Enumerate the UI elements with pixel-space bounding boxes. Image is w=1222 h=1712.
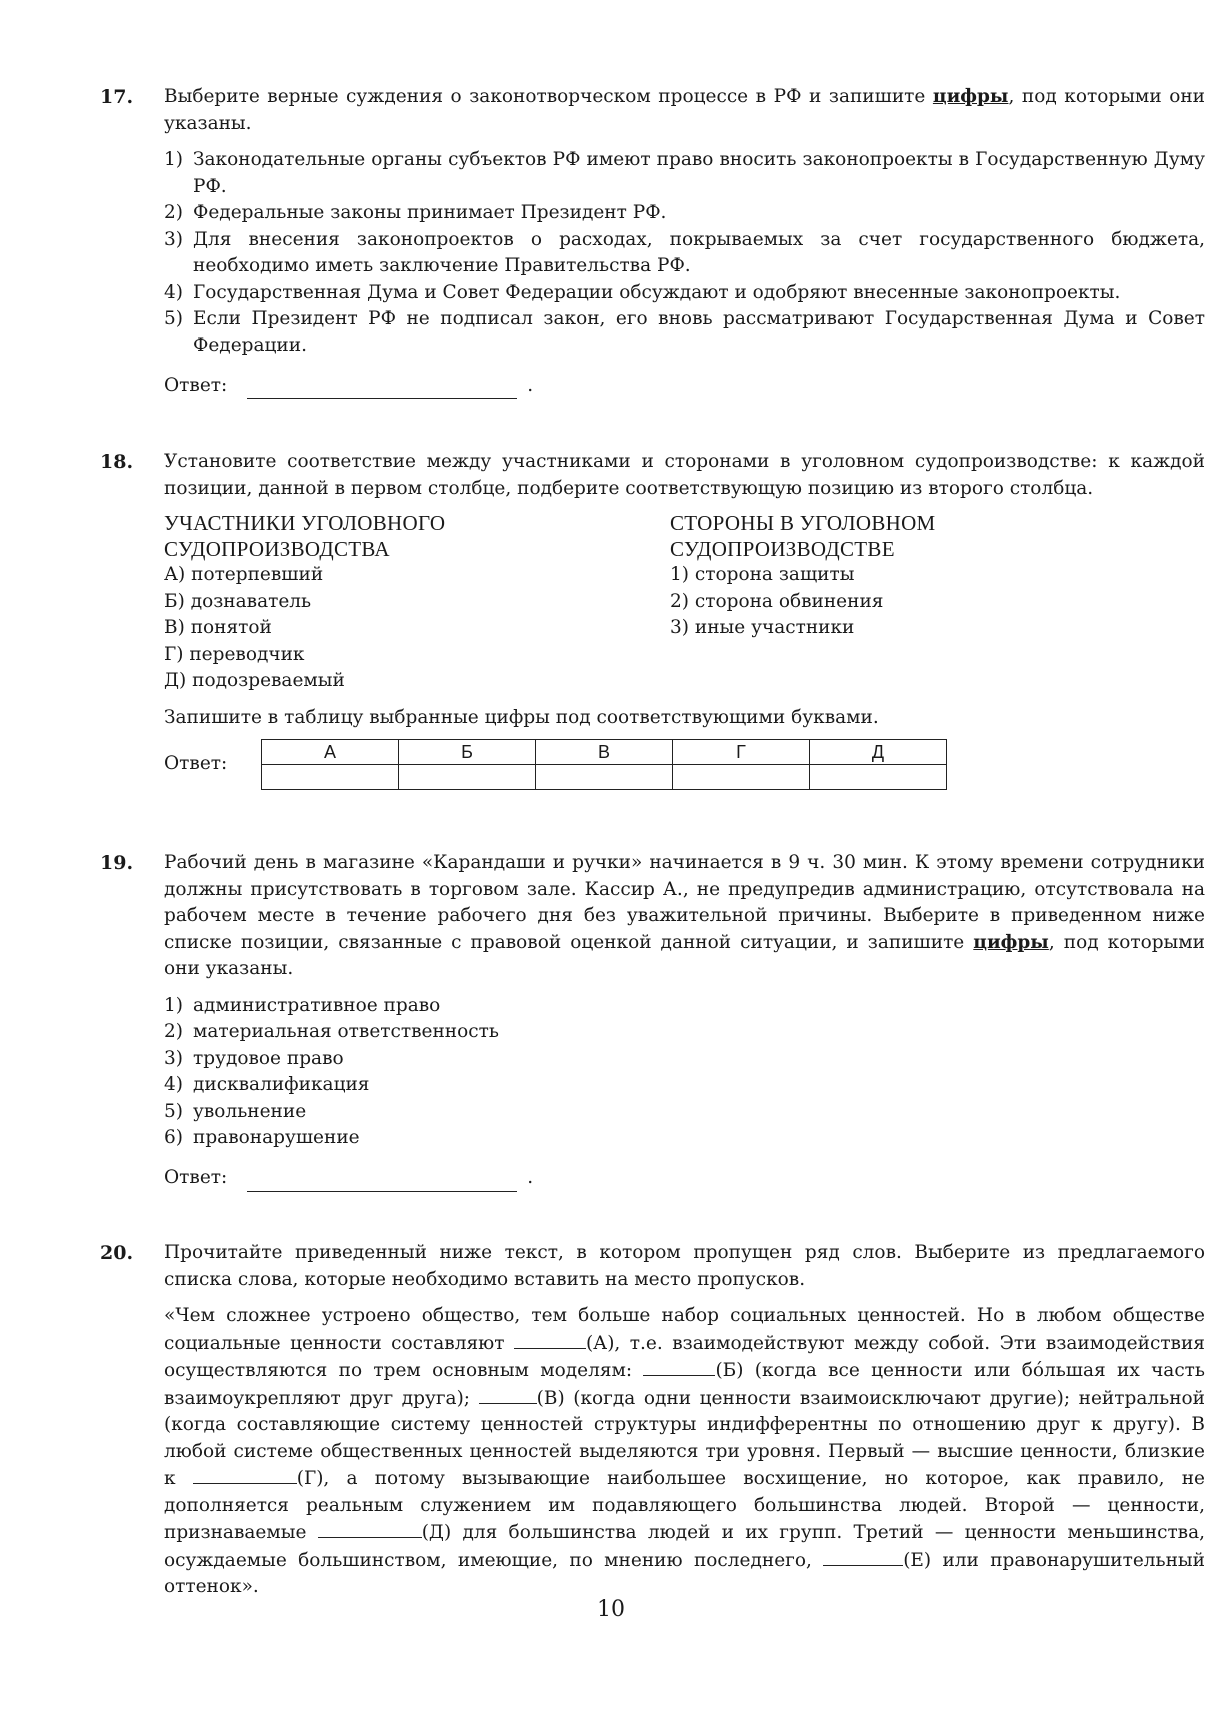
table-header-g: Г [673, 740, 810, 765]
answer-table [261, 739, 947, 790]
answer-cell-v[interactable] [536, 765, 673, 790]
table-header-a: А [262, 740, 399, 765]
answer-row: Ответ: . [164, 1166, 1205, 1192]
task-question: Установите соответствие между участниками и сторонами в уголовном судопроизводстве: к каждой позиции, данной в первом столбце, подберите соответствующую позицию из второго столбца. [164, 451, 1205, 499]
task-19 [100, 850, 1205, 1192]
answer-field[interactable] [247, 1171, 517, 1192]
list-item: Д) подозреваемый [164, 670, 345, 691]
page-number: 10 [597, 1597, 625, 1622]
task-20 [100, 1240, 1205, 1619]
blank-a[interactable] [514, 1330, 586, 1349]
options-list [164, 147, 1205, 359]
list-item: В) понятой [164, 617, 272, 638]
table-header-d: Д [810, 740, 947, 765]
answer-cell-d[interactable] [810, 765, 947, 790]
list-item: Г) переводчик [164, 643, 305, 665]
column-heading: СУДОПРОИЗВОДСТВЕ [670, 537, 895, 561]
list-item: 3) трудовое право [164, 1047, 344, 1069]
answer-cell-g[interactable] [673, 765, 810, 790]
task-17 [100, 84, 1205, 399]
blank-g[interactable] [193, 1465, 297, 1484]
list-item: 1) сторона защиты [670, 564, 855, 585]
task-question: Выберите верные суждения о законотворческом процессе в РФ и запишите цифры, под которыми они указаны. [164, 86, 1205, 134]
table-header-v: В [536, 740, 673, 765]
task-number: 17. [100, 86, 134, 108]
keyword-emphasis: цифры [973, 931, 1049, 953]
table-header-b: Б [399, 740, 536, 765]
keyword-emphasis: цифры [932, 86, 1009, 107]
list-item: 2) сторона обвинения [670, 590, 884, 612]
blank-d[interactable] [318, 1519, 422, 1538]
list-item: 6) правонарушение [164, 1127, 360, 1148]
answer-cell-a[interactable] [262, 765, 399, 790]
answer-label: Ответ: [164, 1167, 228, 1188]
list-item: 1) Законодательные органы субъектов РФ имеют право вносить законопроекты в Государственную Думу РФ. [164, 149, 1205, 197]
task-number: 18. [100, 451, 134, 473]
list-item: 5) увольнение [164, 1100, 307, 1122]
list-item: 4) дисквалификация [164, 1074, 370, 1095]
answer-cell-b[interactable] [399, 765, 536, 790]
column-heading: СТОРОНЫ В УГОЛОВНОМ [670, 511, 936, 535]
task-18 [100, 449, 1205, 790]
table-instruction: Запишите в таблицу выбранные цифры под соответствующими буквами. [164, 706, 879, 728]
list-item: Б) дознаватель [164, 590, 312, 612]
answer-label: Ответ: [164, 753, 228, 775]
blank-b[interactable] [643, 1357, 715, 1376]
list-item: 2) материальная ответственность [164, 1021, 499, 1042]
list-item: 1) административное право [164, 994, 441, 1016]
blank-e[interactable] [823, 1547, 903, 1566]
list-item: 3) Для внесения законопроектов о расходах, покрываемых за счет государственного бюджета, необходимо иметь заключение Правительства РФ. [164, 228, 1205, 276]
answer-field[interactable] [247, 378, 517, 399]
participants-column [164, 510, 670, 695]
task-question: Рабочий день в магазине «Карандаши и ручки» начинается в 9 ч. 30 мин. К этому времени сотрудники должны присутствовать в торговом зале. Кассир А., не предупредив администрацию, отсутствовала на рабочем месте в течение рабочего дня без уважительной причины. Выберите в приведенном ниже списке позиции, связанные с правовой оценкой данной ситуации, и запишите цифры, под которыми они указаны. [164, 852, 1205, 979]
answer-row [164, 739, 1205, 790]
list-item: 3) иные участники [670, 617, 855, 638]
column-heading: СУДОПРОИЗВОДСТВА [164, 537, 390, 561]
list-item: 4) Государственная Дума и Совет Федерации обсуждают и одобряют внесенные законопроекты. [164, 281, 1121, 303]
answer-label: Ответ: [164, 374, 228, 396]
list-item: 2) Федеральные законы принимает Президент РФ. [164, 202, 667, 223]
options-list [164, 993, 1205, 1152]
task-number: 20. [100, 1242, 134, 1264]
passage-text: «Чем сложнее устроено общество, тем больше набор социальных ценностей. Но в любом обществе социальные ценности составляют (А), т.е. взаимодействуют между собой. Эти взаимодействия осуществляются по трем основным моделям: (Б) (когда все ценности или бо́льшая их часть взаимоукрепляют друг друга); (В) (когда одни ценности взаимоисключают другие); нейтральной (когда составляющие систему ценностей структуры индифферентны по отношению друг к другу). В любой системе общественных ценностей выделяются три уровня. Первый — высшие ценности, близкие к (Г), а потому вызывающие наибольшее восхищение, но которое, как правило, не дополняется реальным служением им подавляющего большинства людей. Второй — ценности, признаваемые (Д) для большинства людей и их групп. Третий — ценности меньшинства, осуждаемые большинством, имеющие, по мнению последнего, (Е) или правонарушительный оттенок». [164, 1305, 1206, 1597]
task-question: Прочитайте приведенный ниже текст, в котором пропущен ряд слов. Выберите из предлагаемого списка слова, которые необходимо вставить на место пропусков. [164, 1242, 1205, 1290]
sides-column [670, 510, 1205, 695]
matching-columns [164, 510, 1205, 695]
column-heading: УЧАСТНИКИ УГОЛОВНОГО [164, 511, 446, 535]
answer-row: Ответ: . [164, 373, 1205, 399]
list-item: А) потерпевший [164, 564, 324, 585]
blank-v[interactable] [479, 1385, 537, 1404]
task-number: 19. [100, 852, 134, 874]
list-item: 5) Если Президент РФ не подписал закон, его вновь рассматривают Государственная Дума и Совет Федерации. [164, 308, 1205, 356]
